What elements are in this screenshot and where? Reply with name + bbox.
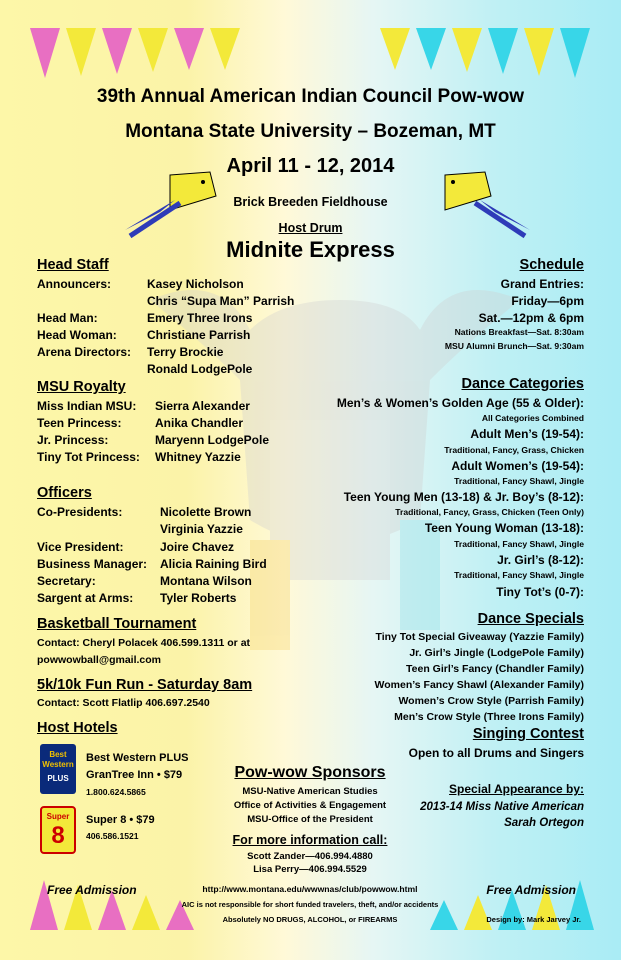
schedule-small-line: MSU Alumni Brunch—Sat. 9:30am <box>444 341 584 351</box>
dance-category-sub: Traditional, Fancy, Grass, Chicken <box>444 445 584 455</box>
host-drum-label: Host Drum <box>278 221 343 235</box>
schedule-line: Sat.—12pm & 6pm <box>478 311 584 325</box>
dance-category-sub: Traditional, Fancy Shawl, Jingle <box>454 570 584 580</box>
dance-category-sub: Traditional, Fancy Shawl, Jingle <box>454 539 584 549</box>
event-venue: Brick Breeden Fieldhouse <box>233 195 388 209</box>
logo-text: Super <box>46 812 70 821</box>
officer-name: Joire Chavez <box>160 540 235 554</box>
hotel-phone: 406.586.1521 <box>86 831 139 841</box>
officer-name: Virginia Yazzie <box>160 522 243 536</box>
basketball-email[interactable]: powwowball@gmail.com <box>37 654 162 666</box>
dance-special: Women’s Fancy Shawl (Alexander Family) <box>374 679 584 691</box>
dance-special: Men’s Crow Style (Three Irons Family) <box>394 711 584 723</box>
staff-name: Kasey Nicholson <box>147 277 244 291</box>
role-label: Secretary: <box>37 574 96 588</box>
host-drum-name: Midnite Express <box>226 237 395 262</box>
royalty-name: Whitney Yazzie <box>155 450 241 464</box>
staff-name: Terry Brockie <box>147 345 224 359</box>
singing-line: Open to all Drums and Singers <box>408 746 584 760</box>
sponsor: MSU-Native American Studies <box>242 786 378 797</box>
logo-text: PLUS <box>47 774 69 783</box>
role-label: Tiny Tot Princess: <box>37 450 140 464</box>
hotel-rate: GranTree Inn • $79 <box>86 769 183 781</box>
free-admission-right: Free Admission <box>486 883 576 897</box>
hotels-heading: Host Hotels <box>37 720 118 736</box>
event-title: 39th Annual American Indian Council Pow-wow <box>96 86 525 107</box>
role-label: Miss Indian MSU: <box>37 399 137 413</box>
special-appearance-heading: Special Appearance by: <box>449 782 584 796</box>
event-date: April 11 - 12, 2014 <box>226 155 395 177</box>
free-admission-left: Free Admission <box>47 883 137 897</box>
disclaimer: AIC is not responsible for short funded travelers, theft, and/or accidents <box>181 900 439 909</box>
hotel-phone: 1.800.624.5865 <box>86 787 146 797</box>
event-location: Montana State University – Bozeman, MT <box>125 121 496 142</box>
special-appearance-title: 2013-14 Miss Native American <box>420 801 584 813</box>
sponsor: Office of Activities & Engagement <box>233 800 387 811</box>
schedule-heading: Schedule <box>519 257 584 273</box>
top-pennants <box>30 28 590 78</box>
officer-name: Alicia Raining Bird <box>160 557 267 571</box>
logo-text: 8 <box>51 822 65 849</box>
royalty-name: Maryenn LodgePole <box>155 433 270 447</box>
role-label: Co-Presidents: <box>37 505 123 519</box>
staff-name: Chris “Supa Man” Parrish <box>147 294 295 308</box>
best-western-logo <box>40 744 76 794</box>
role-label: Head Woman: <box>37 328 117 342</box>
basketball-heading: Basketball Tournament <box>37 616 197 632</box>
role-label: Sargent at Arms: <box>37 591 134 605</box>
staff-name: Emery Three Irons <box>147 311 253 325</box>
officers-heading: Officers <box>37 485 92 501</box>
role-label: Teen Princess: <box>37 416 122 430</box>
design-credit: Design by: Mark Jarvey Jr. <box>486 915 581 924</box>
super-8-logo <box>40 806 76 854</box>
dance-categories-heading: Dance Categories <box>461 376 584 392</box>
schedule-line: Friday—6pm <box>511 294 584 308</box>
hotel-name: Super 8 • $79 <box>86 814 155 826</box>
info-contact: Lisa Perry—406.994.5529 <box>253 864 367 875</box>
officer-name: Tyler Roberts <box>160 591 237 605</box>
sponsor: MSU-Office of the President <box>247 814 373 825</box>
royalty-name: Sierra Alexander <box>155 399 250 413</box>
dance-special: Jr. Girl’s Jingle (LodgePole Family) <box>409 647 584 659</box>
schedule-line: Grand Entries: <box>500 277 584 291</box>
officer-name: Montana Wilson <box>160 574 252 588</box>
website-link[interactable]: http://www.montana.edu/wwwnas/club/powwow.html <box>202 884 418 894</box>
singing-heading: Singing Contest <box>472 726 584 742</box>
notice: Absolutely NO DRUGS, ALCOHOL, or FIREARMS <box>222 915 398 924</box>
sponsors-heading: Pow-wow Sponsors <box>234 764 386 781</box>
dance-category-sub: Traditional, Fancy Shawl, Jingle <box>454 476 584 486</box>
schedule-small-line: Nations Breakfast—Sat. 8:30am <box>454 327 584 337</box>
role-label: Jr. Princess: <box>37 433 109 447</box>
dance-category-sub: All Categories Combined <box>481 413 584 423</box>
special-appearance-name: Sarah Ortegon <box>504 817 584 829</box>
role-label: Arena Directors: <box>37 345 132 359</box>
royalty-heading: MSU Royalty <box>37 379 126 395</box>
fun-run-heading: 5k/10k Fun Run - Saturday 8am <box>37 677 253 693</box>
head-staff-heading: Head Staff <box>37 257 109 273</box>
role-label: Vice President: <box>37 540 124 554</box>
fun-run-contact: Contact: Scott Flatlip 406.697.2540 <box>37 697 210 709</box>
dance-special: Tiny Tot Special Giveaway (Yazzie Family) <box>375 631 584 643</box>
dance-category: Adult Men’s (19-54): <box>470 427 584 441</box>
hotel-name: Best Western PLUS <box>86 752 189 764</box>
dance-category: Tiny Tot’s (0-7): <box>496 585 584 599</box>
officer-name: Nicolette Brown <box>160 505 252 519</box>
dance-category: Jr. Girl’s (8-12): <box>497 553 584 567</box>
dance-category: Teen Young Men (13-18) & Jr. Boy’s (8-12): <box>343 490 584 504</box>
role-label: Head Man: <box>37 311 98 325</box>
dance-category: Teen Young Woman (13-18): <box>424 521 584 535</box>
royalty-name: Anika Chandler <box>155 416 244 430</box>
staff-name: Christiane Parrish <box>147 328 251 342</box>
dance-specials-heading: Dance Specials <box>477 611 584 627</box>
dance-special: Teen Girl’s Fancy (Chandler Family) <box>406 663 584 675</box>
dance-category: Men’s & Women’s Golden Age (55 & Older): <box>336 396 584 410</box>
dance-category-sub: Traditional, Fancy, Grass, Chicken (Teen Only) <box>395 507 584 517</box>
dance-special: Women’s Crow Style (Parrish Family) <box>398 695 584 707</box>
info-contact: Scott Zander—406.994.4880 <box>247 851 373 862</box>
staff-name: Ronald LodgePole <box>147 362 253 376</box>
role-label: Announcers: <box>37 277 112 291</box>
basketball-contact: Contact: Cheryl Polacek 406.599.1311 or at <box>37 637 251 649</box>
dance-category: Adult Women’s (19-54): <box>451 459 584 473</box>
logo-text: Western <box>42 760 74 769</box>
logo-text: Best <box>49 750 67 759</box>
role-label: Business Manager: <box>37 557 148 571</box>
info-heading: For more information call: <box>232 833 388 847</box>
